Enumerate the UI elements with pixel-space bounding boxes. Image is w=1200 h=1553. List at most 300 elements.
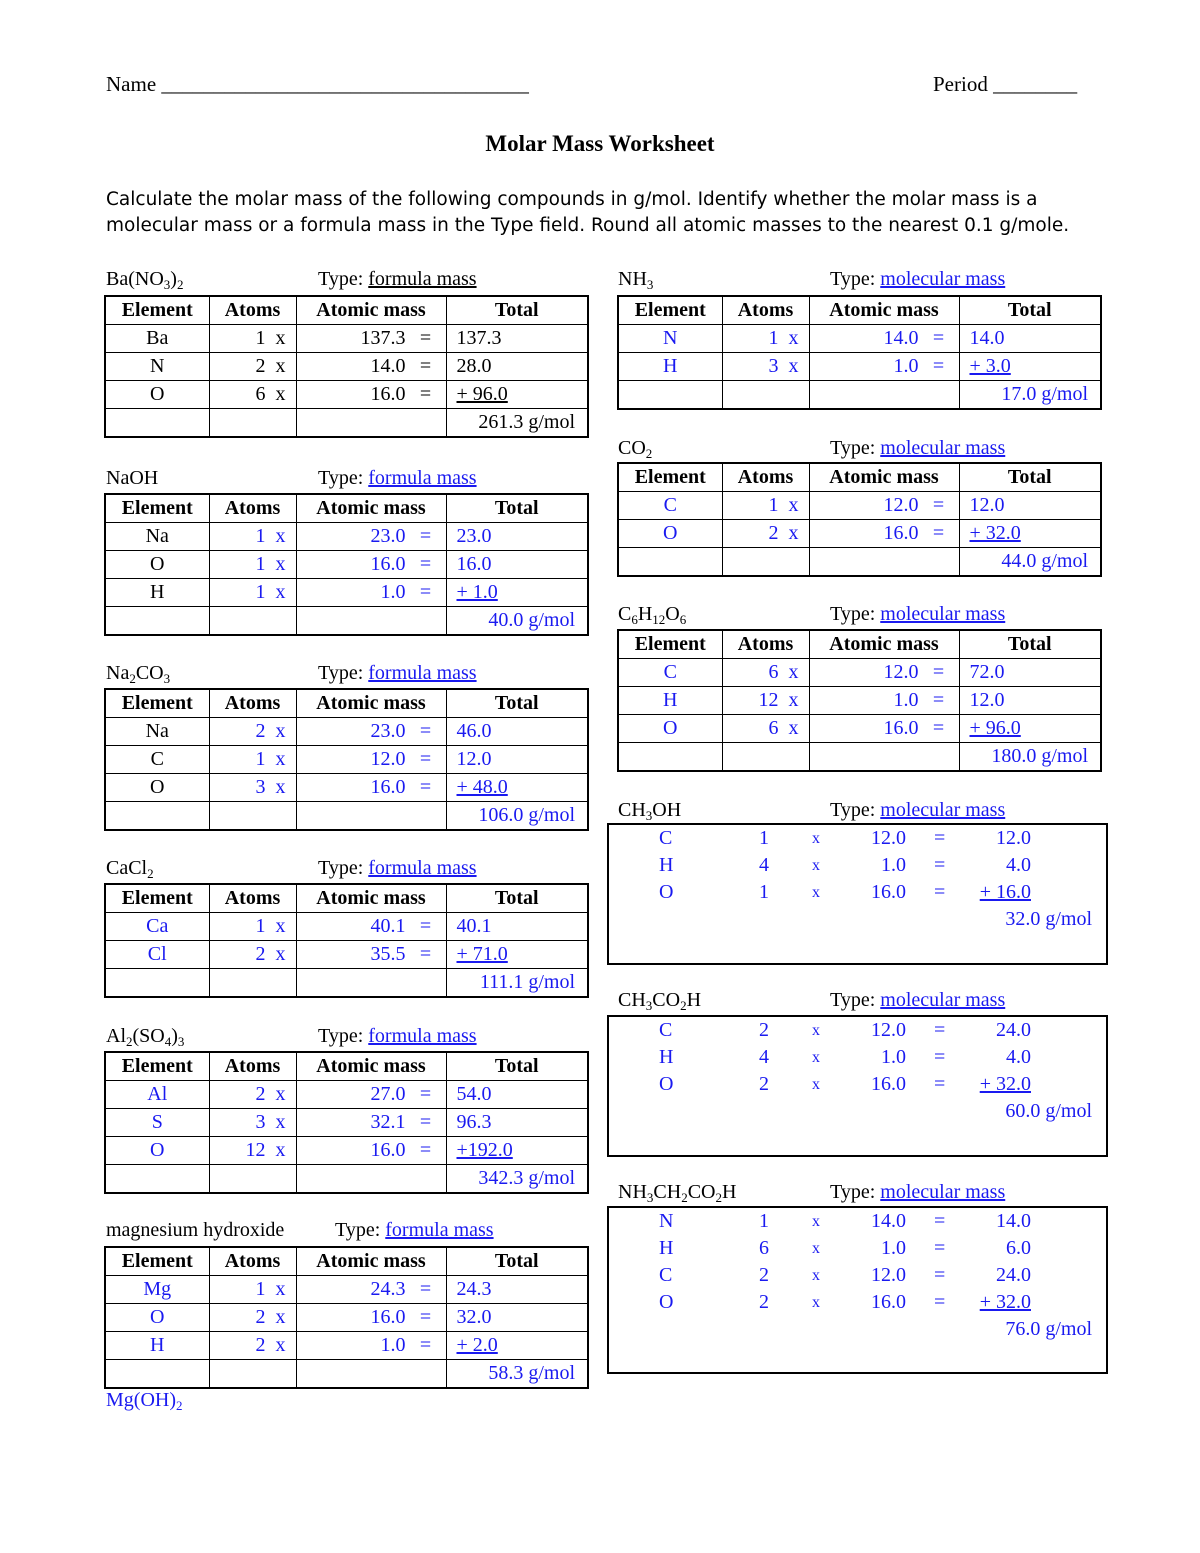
equals-sign: = (934, 1264, 946, 1286)
total-cell (446, 941, 588, 969)
subtotal-value[interactable]: + 32.0 (979, 1073, 1031, 1095)
atomic-mass-value[interactable]: 12.0 (883, 494, 919, 516)
atom-count[interactable]: 4 (759, 1046, 769, 1068)
element-cell (618, 687, 722, 715)
element-symbol[interactable]: O (150, 1139, 165, 1161)
subtotal-value[interactable]: 24.0 (996, 1019, 1031, 1041)
type-field (830, 603, 1005, 626)
equals-sign: = (419, 1083, 432, 1105)
atomic-mass-cell (296, 1304, 446, 1332)
column-header-element: Element (618, 296, 722, 325)
compound-formula: $NH_3CH_2CO_2H$ (618, 1181, 737, 1205)
empty-cell (296, 1360, 446, 1389)
element-symbol[interactable]: O (663, 522, 678, 544)
molar-mass-total[interactable]: 76.0 g/mol (1005, 1318, 1092, 1340)
calculation-row (609, 827, 1106, 854)
type-value: formula mass (368, 467, 477, 489)
subtotal-value[interactable]: 6.0 (1006, 1237, 1031, 1259)
subtotal-value[interactable]: 12.0 (996, 827, 1031, 849)
type-label: Type: (830, 268, 881, 290)
atoms-cell (209, 551, 296, 579)
atom-count[interactable]: 3 (255, 1111, 266, 1133)
element-symbol[interactable]: C (659, 1019, 673, 1041)
atom-count[interactable]: 2 (255, 1083, 266, 1105)
element-cell (618, 353, 722, 381)
element-symbol[interactable]: C (663, 661, 677, 683)
total-cell (446, 1081, 588, 1109)
atom-count[interactable]: 1 (255, 327, 266, 349)
atomic-mass-value[interactable]: 12.0 (871, 827, 906, 849)
element-symbol[interactable]: H (659, 854, 674, 876)
atoms-cell (722, 492, 809, 520)
times-sign: x (812, 1294, 820, 1311)
atomic-mass-cell (296, 746, 446, 774)
equals-sign: = (419, 581, 432, 603)
atom-count[interactable]: 6 (255, 383, 266, 405)
total-cell (446, 774, 588, 802)
molar-mass-table (617, 295, 1102, 410)
table-row (105, 1332, 588, 1360)
subtotal-value[interactable]: 28.0 (456, 355, 492, 377)
subtotal-value[interactable]: 24.0 (996, 1264, 1031, 1286)
element-symbol[interactable]: H (150, 1334, 165, 1356)
table-row (105, 551, 588, 579)
subtotal-value[interactable]: 4.0 (1006, 854, 1031, 876)
atomic-mass-value[interactable]: 14.0 (883, 327, 919, 349)
element-symbol[interactable]: Na (145, 525, 169, 547)
atom-count[interactable]: 2 (768, 522, 779, 544)
calculation-row (609, 1210, 1106, 1237)
calculation-row (609, 881, 1106, 908)
atomic-mass-value[interactable]: 16.0 (370, 1139, 406, 1161)
atomic-mass-value[interactable]: 23.0 (370, 720, 406, 742)
calculation-row (609, 1019, 1106, 1046)
atom-count[interactable]: 2 (255, 943, 266, 965)
subtotal-value[interactable]: 32.0 (456, 1306, 492, 1328)
subtotal-value[interactable]: 14.0 (996, 1210, 1031, 1232)
times-sign: x (275, 525, 286, 547)
atomic-mass-value[interactable]: 16.0 (370, 776, 406, 798)
table-header-row (618, 296, 1101, 325)
atom-count[interactable]: 2 (255, 1334, 266, 1356)
subtotal-value[interactable]: 12.0 (969, 494, 1005, 516)
period-field-label: Period ________ (933, 72, 1078, 96)
total-cell (959, 715, 1101, 743)
times-sign: x (275, 581, 286, 603)
subtotal-value[interactable]: + 16.0 (979, 881, 1031, 903)
subtotal-value[interactable]: 12.0 (456, 748, 492, 770)
atomic-mass-value[interactable]: 35.5 (370, 943, 406, 965)
atomic-mass-cell (809, 659, 959, 687)
element-symbol[interactable]: Cl (147, 943, 167, 965)
element-symbol[interactable]: H (663, 689, 678, 711)
atom-count[interactable]: 2 (759, 1019, 769, 1041)
atomic-mass-cell (296, 523, 446, 551)
element-symbol[interactable]: Ca (146, 915, 169, 937)
empty-cell (209, 607, 296, 636)
atom-count[interactable]: 3 (768, 355, 779, 377)
compound-formula: magnesium hydroxide (106, 1219, 285, 1241)
column-header-atoms: Atoms (722, 630, 809, 659)
subtotal-value[interactable]: 96.3 (456, 1111, 492, 1133)
subtotal-value[interactable]: + 1.0 (456, 581, 498, 603)
subtotal-value[interactable]: 72.0 (969, 661, 1005, 683)
times-sign: x (275, 915, 286, 937)
molar-mass-total[interactable]: 17.0 g/mol (959, 381, 1101, 410)
type-label: Type: (318, 1025, 369, 1047)
table-row (105, 523, 588, 551)
type-field (318, 467, 477, 490)
atomic-mass-value[interactable]: 14.0 (871, 1210, 906, 1232)
column-header-total: Total (446, 1247, 588, 1276)
element-symbol[interactable]: N (150, 355, 165, 377)
element-symbol[interactable]: O (150, 1306, 165, 1328)
atomic-mass-value[interactable]: 16.0 (883, 717, 919, 739)
total-cell (959, 659, 1101, 687)
table-row (105, 1304, 588, 1332)
subtotal-value[interactable]: 46.0 (456, 720, 492, 742)
empty-cell (296, 802, 446, 831)
compound-formula: $CH_3CO_2H$ (618, 989, 702, 1013)
total-cell (446, 913, 588, 941)
total-cell (446, 579, 588, 607)
element-symbol[interactable]: C (150, 748, 164, 770)
atomic-mass-value[interactable]: 1.0 (893, 689, 919, 711)
compound-formula: CaCl$_2$ (106, 857, 154, 881)
element-symbol[interactable]: C (659, 1264, 673, 1286)
subtotal-value[interactable]: + 3.0 (969, 355, 1011, 377)
type-field (318, 268, 477, 291)
atom-count[interactable]: 1 (255, 581, 266, 603)
column-header-atomic-mass: Atomic mass (296, 1247, 446, 1276)
molar-mass-total[interactable]: 40.0 g/mol (446, 607, 588, 636)
element-symbol[interactable]: O (150, 553, 165, 575)
total-cell (446, 1304, 588, 1332)
atomic-mass-cell (296, 381, 446, 409)
atom-count[interactable]: 6 (768, 661, 779, 683)
atomic-mass-value[interactable]: 12.0 (370, 748, 406, 770)
atomic-mass-value[interactable]: 1.0 (380, 581, 406, 603)
empty-cell (618, 548, 722, 577)
atomic-mass-value[interactable]: 1.0 (881, 1046, 906, 1068)
molar-mass-total[interactable]: 60.0 g/mol (1005, 1100, 1092, 1122)
atoms-cell (209, 325, 296, 353)
type-value: molecular mass (880, 603, 1006, 625)
times-sign: x (275, 383, 286, 405)
subtotal-value[interactable]: 54.0 (456, 1083, 492, 1105)
atoms-cell (209, 1332, 296, 1360)
atoms-cell (722, 659, 809, 687)
atomic-mass-value[interactable]: 24.3 (370, 1278, 406, 1300)
atomic-mass-cell (296, 913, 446, 941)
atom-count[interactable]: 2 (759, 1073, 769, 1095)
atomic-mass-value[interactable]: 1.0 (893, 355, 919, 377)
equals-sign: = (932, 327, 945, 349)
compound-formula: $CO_2$ (618, 437, 653, 461)
type-value: molecular mass (880, 437, 1006, 459)
total-cell (446, 1109, 588, 1137)
atom-count[interactable]: 6 (759, 1237, 769, 1259)
atoms-cell (209, 579, 296, 607)
times-sign: x (275, 748, 286, 770)
total-row (105, 607, 588, 636)
element-symbol[interactable]: H (659, 1237, 674, 1259)
element-symbol[interactable]: O (150, 383, 165, 405)
subtotal-value[interactable]: + 96.0 (456, 383, 508, 405)
compound-formula: $CH_3OH$ (618, 799, 682, 823)
atom-count[interactable]: 2 (759, 1291, 769, 1313)
atom-count[interactable]: 1 (759, 881, 769, 903)
empty-cell (209, 802, 296, 831)
atomic-mass-cell (296, 774, 446, 802)
type-field (318, 857, 477, 880)
atomic-mass-value[interactable]: 12.0 (883, 661, 919, 683)
times-sign: x (275, 1334, 286, 1356)
element-cell (105, 353, 209, 381)
element-symbol[interactable]: C (659, 827, 673, 849)
atoms-cell (722, 520, 809, 548)
element-symbol[interactable]: O (150, 776, 165, 798)
type-field (830, 989, 1005, 1012)
calculation-box (607, 823, 1108, 965)
column-header-atoms: Atoms (209, 689, 296, 718)
atomic-mass-value[interactable]: 16.0 (871, 1291, 906, 1313)
atomic-mass-value[interactable]: 12.0 (871, 1264, 906, 1286)
table-row (618, 325, 1101, 353)
molar-mass-total[interactable]: 58.3 g/mol (446, 1360, 588, 1389)
atom-count[interactable]: 1 (255, 525, 266, 547)
atom-count[interactable]: 1 (768, 494, 779, 516)
column-header-atoms: Atoms (209, 494, 296, 523)
total-cell (446, 746, 588, 774)
total-row (105, 1360, 588, 1389)
molar-mass-total[interactable]: 342.3 g/mol (446, 1165, 588, 1194)
total-row (105, 802, 588, 831)
atom-count[interactable]: 12 (245, 1139, 266, 1161)
element-symbol[interactable]: Mg (143, 1278, 172, 1300)
molar-mass-total[interactable]: 32.0 g/mol (1005, 908, 1092, 930)
type-field (830, 437, 1005, 460)
empty-cell (105, 1165, 209, 1194)
molar-mass-total[interactable]: 111.1 g/mol (446, 969, 588, 998)
atomic-mass-value[interactable]: 16.0 (871, 881, 906, 903)
equals-sign: = (419, 943, 432, 965)
atomic-mass-value[interactable]: 40.1 (370, 915, 406, 937)
element-symbol[interactable]: Na (145, 720, 169, 742)
type-value: formula mass (368, 1025, 477, 1047)
subtotal-value[interactable]: + 32.0 (979, 1291, 1031, 1313)
atoms-cell (722, 715, 809, 743)
column-header-atomic-mass: Atomic mass (296, 884, 446, 913)
column-header-total: Total (959, 296, 1101, 325)
atom-count[interactable]: 4 (759, 854, 769, 876)
atomic-mass-value[interactable]: 16.0 (370, 553, 406, 575)
atomic-mass-cell (296, 1276, 446, 1304)
empty-cell (296, 969, 446, 998)
table-header-row (105, 296, 588, 325)
column-header-total: Total (446, 689, 588, 718)
element-cell (105, 774, 209, 802)
atomic-mass-value[interactable]: 1.0 (881, 1237, 906, 1259)
subtotal-value[interactable]: 16.0 (456, 553, 492, 575)
total-row (618, 743, 1101, 772)
molar-mass-total[interactable]: 106.0 g/mol (446, 802, 588, 831)
times-sign: x (788, 327, 799, 349)
element-cell (618, 492, 722, 520)
atomic-mass-value[interactable]: 137.3 (360, 327, 406, 349)
element-symbol[interactable]: S (151, 1111, 163, 1133)
type-value: formula mass (385, 1219, 494, 1241)
atom-count[interactable]: 2 (255, 1306, 266, 1328)
table-header-row (105, 689, 588, 718)
subtotal-value[interactable]: 40.1 (456, 915, 492, 937)
element-symbol[interactable]: H (150, 581, 165, 603)
table-header-row (105, 1052, 588, 1081)
equals-sign: = (932, 494, 945, 516)
atomic-mass-cell (296, 941, 446, 969)
total-cell (959, 353, 1101, 381)
subtotal-value[interactable]: 14.0 (969, 327, 1005, 349)
atomic-mass-value[interactable]: 16.0 (883, 522, 919, 544)
compound-formula: $Na_2CO_3$ (106, 662, 171, 686)
table-row (105, 1276, 588, 1304)
atoms-cell (209, 353, 296, 381)
table-header-row (618, 463, 1101, 492)
element-cell (105, 325, 209, 353)
element-symbol[interactable]: O (659, 881, 674, 903)
atom-count[interactable]: 12 (758, 689, 779, 711)
equals-sign: = (934, 1237, 946, 1259)
element-symbol[interactable]: H (663, 355, 678, 377)
atomic-mass-value[interactable]: 14.0 (370, 355, 406, 377)
atom-count[interactable]: 1 (759, 1210, 769, 1232)
atom-count[interactable]: 3 (255, 776, 266, 798)
molar-mass-total[interactable]: 44.0 g/mol (959, 548, 1101, 577)
atom-count[interactable]: 1 (255, 748, 266, 770)
molar-mass-table (104, 1051, 589, 1194)
times-sign: x (275, 1306, 286, 1328)
times-sign: x (275, 1111, 286, 1133)
molar-mass-table (617, 629, 1102, 772)
column-header-atomic-mass: Atomic mass (296, 296, 446, 325)
compound-formula: $Al_2(SO_4)_3$ (106, 1025, 185, 1049)
atomic-mass-value[interactable]: 1.0 (380, 1334, 406, 1356)
equals-sign: = (419, 748, 432, 770)
empty-cell (209, 1165, 296, 1194)
molar-mass-table (104, 1246, 589, 1389)
atomic-mass-value[interactable]: 16.0 (370, 1306, 406, 1328)
element-symbol[interactable]: Ba (146, 327, 169, 349)
subtotal-value[interactable]: 137.3 (456, 327, 502, 349)
table-row (105, 1137, 588, 1165)
table-row (105, 1081, 588, 1109)
subtotal-value[interactable]: + 96.0 (969, 717, 1021, 739)
table-header-row (618, 630, 1101, 659)
subtotal-value[interactable]: + 71.0 (456, 943, 508, 965)
total-row (105, 969, 588, 998)
times-sign: x (275, 720, 286, 742)
element-cell (618, 520, 722, 548)
element-symbol[interactable]: Al (147, 1083, 168, 1105)
element-symbol[interactable]: O (659, 1073, 674, 1095)
atomic-mass-value[interactable]: 16.0 (871, 1073, 906, 1095)
type-field (318, 662, 477, 685)
subtotal-value[interactable]: +192.0 (456, 1139, 513, 1161)
table-row (105, 353, 588, 381)
equals-sign: = (419, 553, 432, 575)
equals-sign: = (419, 327, 432, 349)
empty-cell (105, 607, 209, 636)
element-cell (105, 1109, 209, 1137)
element-cell (618, 325, 722, 353)
atom-count[interactable]: 2 (255, 720, 266, 742)
subtotal-value[interactable]: + 32.0 (969, 522, 1021, 544)
table-row (105, 325, 588, 353)
molar-mass-table (104, 883, 589, 998)
atomic-mass-cell (809, 492, 959, 520)
subtotal-value[interactable]: 23.0 (456, 525, 492, 547)
atomic-mass-cell (296, 1332, 446, 1360)
molar-mass-total[interactable]: 180.0 g/mol (959, 743, 1101, 772)
atomic-mass-value[interactable]: 23.0 (370, 525, 406, 547)
atom-count[interactable]: 2 (759, 1264, 769, 1286)
atom-count[interactable]: 1 (768, 327, 779, 349)
total-cell (446, 325, 588, 353)
subtotal-value[interactable]: 4.0 (1006, 1046, 1031, 1068)
column-header-element: Element (105, 296, 209, 325)
table-row (105, 1109, 588, 1137)
molar-mass-total[interactable]: 261.3 g/mol (446, 409, 588, 438)
subtotal-value[interactable]: 12.0 (969, 689, 1005, 711)
table-header-row (105, 1247, 588, 1276)
table-row (105, 381, 588, 409)
atoms-cell (722, 353, 809, 381)
atom-count[interactable]: 1 (759, 827, 769, 849)
atom-count[interactable]: 1 (255, 915, 266, 937)
atomic-mass-value[interactable]: 12.0 (871, 1019, 906, 1041)
atoms-cell (209, 1081, 296, 1109)
atomic-mass-value[interactable]: 32.1 (370, 1111, 406, 1133)
molar-mass-table (617, 462, 1102, 577)
table-row (618, 687, 1101, 715)
table-row (105, 579, 588, 607)
subtotal-value[interactable]: + 48.0 (456, 776, 508, 798)
subtotal-value[interactable]: 24.3 (456, 1278, 492, 1300)
type-field (335, 1219, 494, 1242)
times-sign: x (788, 689, 799, 711)
atom-count[interactable]: 1 (255, 1278, 266, 1300)
element-symbol[interactable]: O (659, 1291, 674, 1313)
atomic-mass-value[interactable]: 1.0 (881, 854, 906, 876)
element-symbol[interactable]: N (659, 1210, 674, 1232)
column-header-atomic-mass: Atomic mass (296, 1052, 446, 1081)
calculation-row (609, 1237, 1106, 1264)
empty-cell (105, 1360, 209, 1389)
atom-count[interactable]: 6 (768, 717, 779, 739)
compound-formula: $NH_3$ (618, 268, 654, 292)
type-label: Type: (318, 268, 369, 290)
atom-count[interactable]: 1 (255, 553, 266, 575)
element-symbol[interactable]: O (663, 717, 678, 739)
atom-count[interactable]: 2 (255, 355, 266, 377)
atomic-mass-value[interactable]: 27.0 (370, 1083, 406, 1105)
atomic-mass-value[interactable]: 16.0 (370, 383, 406, 405)
subtotal-value[interactable]: + 2.0 (456, 1334, 498, 1356)
equals-sign: = (419, 1334, 432, 1356)
element-symbol[interactable]: H (659, 1046, 674, 1068)
element-symbol[interactable]: N (663, 327, 678, 349)
element-symbol[interactable]: C (663, 494, 677, 516)
